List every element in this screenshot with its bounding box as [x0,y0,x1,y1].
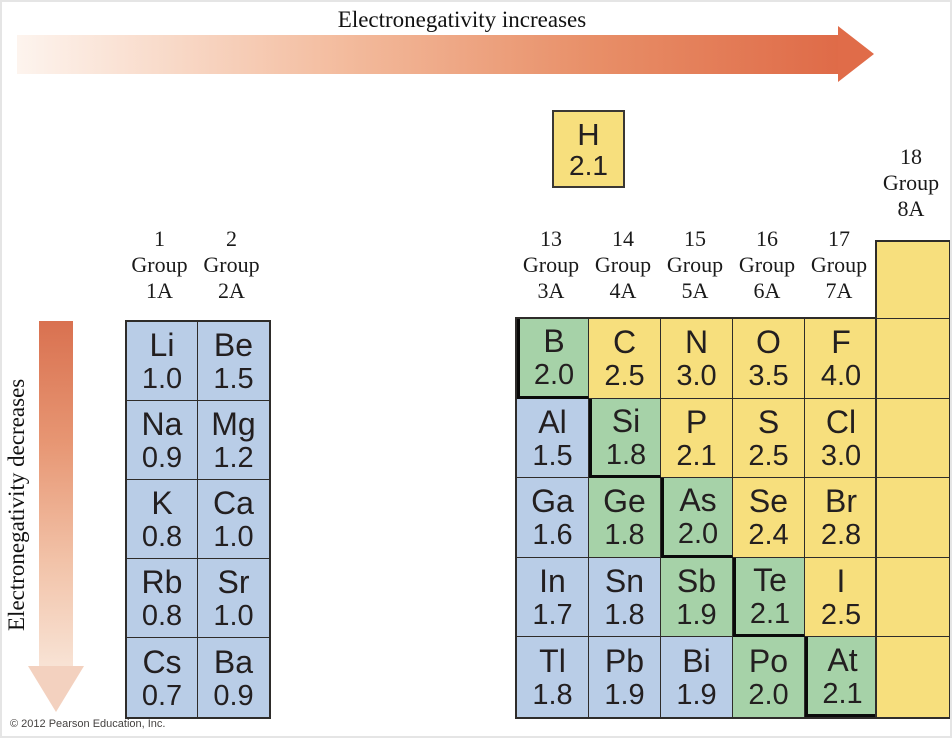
electronegativity-value: 0.8 [141,600,183,632]
electronegativity-value: 3.5 [748,360,789,393]
electronegativity-value: 4.0 [820,360,862,393]
electronegativity-value: 2.1 [676,439,717,472]
group-word: Group [666,252,724,277]
right-arrowhead-icon [838,26,874,82]
element-symbol: K [151,485,173,521]
group-designation: 2A [218,278,245,303]
metals-block-table [125,320,271,719]
group-word: Group [738,252,796,277]
element-symbol: Ba [213,643,254,680]
empty-cell-8a [877,637,949,717]
element-symbol: Cs [142,643,182,680]
electronegativity-value: 0.7 [141,679,183,712]
group-number: 2 [226,226,237,251]
element-cell-na [127,401,198,480]
down-arrowhead-icon [28,666,84,712]
element-symbol: As [679,482,717,519]
group-designation: 7A [825,278,853,303]
element-cell-sn [589,558,661,638]
element-symbol: P [685,403,708,440]
group-word: Group [203,252,260,277]
group-designation: 1A [146,278,173,303]
electronegativity-value: 1.8 [604,519,645,552]
group-word: Group [810,252,868,277]
element-cell-b [517,319,589,399]
electronegativity-value: 1.5 [213,363,254,395]
element-symbol: S [757,403,780,440]
element-symbol: Cl [825,403,857,440]
group-designation: 8A [897,196,925,221]
element-cell-li [127,322,198,401]
element-symbol: At [827,641,858,678]
element-cell-ca [198,480,269,559]
group-header-15 [659,226,731,304]
element-cell-h [552,110,625,188]
element-cell-f [805,319,877,399]
element-symbol: Ga [531,483,574,520]
group-word: Group [882,170,940,195]
element-symbol: H [577,116,600,152]
electronegativity-value: 2.1 [822,677,863,710]
element-symbol: Ge [603,483,646,520]
element-cell-ba [198,638,269,717]
group-header-14 [587,226,659,304]
element-symbol: Pb [604,643,645,680]
element-cell-po [733,637,805,717]
electronegativity-value: 1.0 [213,521,254,553]
group-header-18 [875,144,947,222]
element-cell-pb [589,637,661,717]
element-cell-cl [805,399,877,479]
group-18-column [875,240,951,719]
element-cell-be [198,322,269,401]
element-cell-si [589,399,661,479]
electronegativity-value: 2.4 [748,519,789,552]
empty-cell-8a [877,242,949,319]
electronegativity-value: 1.2 [213,442,254,474]
element-symbol: In [539,563,566,600]
group-word: Group [131,252,188,277]
element-cell-in [517,558,589,638]
empty-cell-8a [877,319,949,399]
element-cell-te [733,558,805,638]
element-symbol: Tl [539,643,566,680]
electronegativity-value: 1.0 [141,363,183,395]
element-symbol: B [543,323,565,360]
electronegativity-value: 3.0 [820,439,862,472]
electronegativity-value: 1.9 [676,599,717,632]
electronegativity-value: 1.9 [604,679,645,712]
element-cell-bi [661,637,733,717]
p-block-table [515,317,879,719]
element-symbol: Li [149,327,175,363]
group-designation: 3A [537,278,565,303]
element-cell-as [661,478,733,558]
element-symbol: Se [748,483,789,520]
element-symbol: Te [753,562,787,599]
group-designation: 5A [681,278,709,303]
empty-cell-8a [877,558,949,638]
group-header-17 [803,226,875,304]
electronegativity-decreases-label: Electronegativity decreases [4,378,29,631]
element-symbol: Po [748,643,789,680]
element-cell-k [127,480,198,559]
element-symbol: I [836,563,846,600]
element-symbol: Na [141,406,183,442]
element-symbol: Al [538,403,567,440]
electronegativity-increases-label: Electronegativity increases [337,7,587,32]
element-cell-sb [661,558,733,638]
group-designation: 6A [753,278,781,303]
electronegativity-value: 2.8 [820,519,862,552]
electronegativity-value: 2.0 [533,359,575,392]
group-number: 18 [900,144,922,169]
electronegativity-value: 2.1 [749,598,791,631]
element-symbol: F [831,324,851,361]
electronegativity-value: 1.7 [532,599,573,632]
element-cell-at [805,637,877,717]
element-cell-rb [127,559,198,638]
element-symbol: Bi [682,643,711,680]
element-cell-ge [589,478,661,558]
element-symbol: Si [611,402,641,439]
group-designation: 4A [609,278,637,303]
electronegativity-increases-arrow-shaft [17,35,838,74]
group-number: 14 [612,226,634,251]
electronegativity-value: 2.1 [569,149,608,181]
electronegativity-value: 2.5 [820,599,862,632]
element-symbol: N [684,324,709,361]
electronegativity-value: 1.9 [676,679,717,712]
electronegativity-value: 2.5 [748,439,789,472]
element-cell-se [733,478,805,558]
element-cell-ga [517,478,589,558]
electronegativity-decreases-arrow-shaft [39,321,73,667]
group-header-2 [196,226,267,304]
element-cell-mg [198,401,269,480]
electronegativity-value: 3.0 [676,360,717,393]
element-symbol: Sn [604,563,645,600]
group-header-13 [515,226,587,304]
electronegativity-value: 1.8 [604,599,645,632]
element-symbol: Sb [676,563,717,600]
element-symbol: Br [825,483,857,520]
element-symbol: O [756,324,781,361]
element-symbol: Mg [211,406,256,442]
element-cell-c [589,319,661,399]
electronegativity-value: 1.6 [532,519,573,552]
electronegativity-value: 2.5 [604,360,645,393]
group-header-16 [731,226,803,304]
electronegativity-value: 1.5 [532,439,573,472]
group-number: 13 [540,226,562,251]
electronegativity-value: 1.8 [605,438,647,471]
element-cell-cs [127,638,198,717]
element-cell-i [805,558,877,638]
element-cell-p [661,399,733,479]
electronegativity-value: 2.0 [677,518,719,551]
element-symbol: Rb [141,564,183,600]
element-symbol: Ca [213,485,254,521]
element-cell-br [805,478,877,558]
group-number: 16 [756,226,778,251]
electronegativity-value: 0.9 [141,442,183,474]
element-cell-n [661,319,733,399]
electronegativity-value: 0.9 [213,679,254,712]
element-symbol: Be [213,327,254,363]
electronegativity-value: 1.8 [532,679,573,712]
empty-cell-8a [877,399,949,479]
element-cell-sr [198,559,269,638]
element-symbol: Sr [217,564,250,600]
element-cell-o [733,319,805,399]
element-cell-tl [517,637,589,717]
group-number: 1 [154,226,165,251]
group-header-1 [124,226,195,304]
electronegativity-value: 2.0 [748,679,789,712]
group-word: Group [594,252,652,277]
element-cell-al [517,399,589,479]
group-number: 15 [684,226,706,251]
group-number: 17 [828,226,850,251]
electronegativity-value: 1.0 [213,600,254,632]
empty-cell-8a [877,478,949,558]
group-word: Group [522,252,580,277]
copyright-text: © 2012 Pearson Education, Inc. [10,718,166,730]
element-symbol: C [612,324,637,361]
electronegativity-value: 0.8 [141,521,183,553]
element-cell-s [733,399,805,479]
